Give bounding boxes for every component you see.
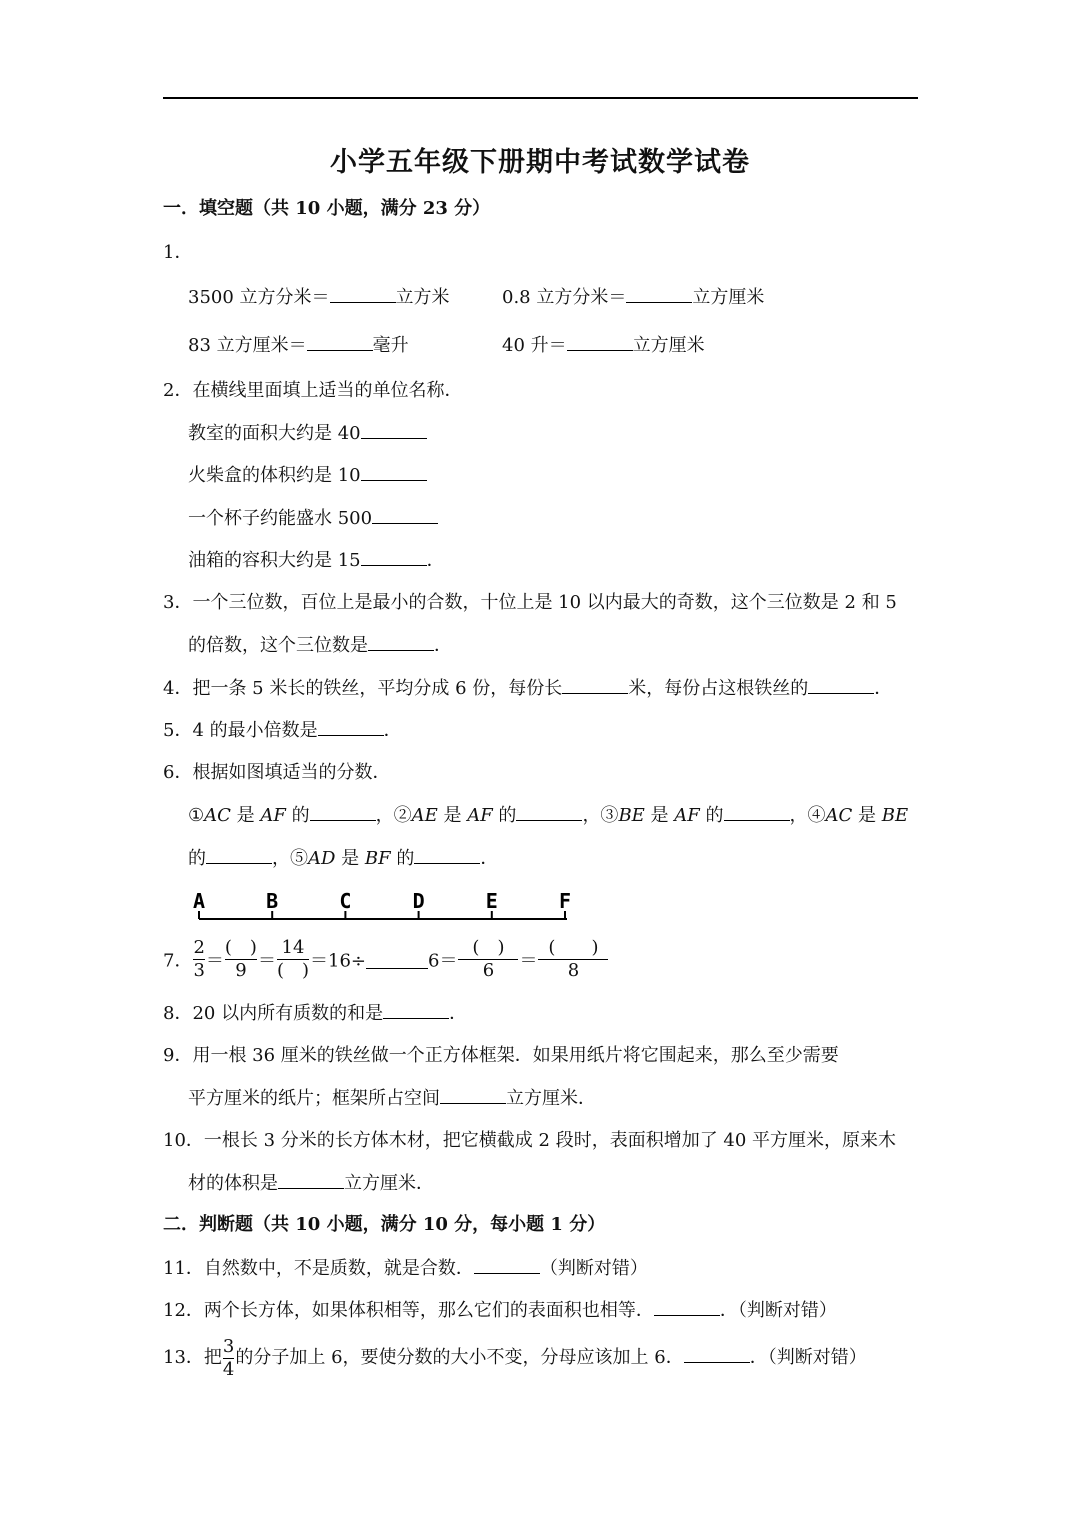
answer-blank[interactable] (366, 950, 428, 969)
fraction: $\frac{( )}{9}$ (224, 937, 257, 981)
fraction: $\frac{( )}{6}$ (458, 938, 518, 981)
point-label: F (558, 889, 572, 913)
q11-text: 11．自然数中，不是质数，就是合数． （判断对错） (163, 1255, 648, 1282)
q12-text: 12．两个长方体，如果体积相等，那么它们的表面积也相等． ．（判断对错） (163, 1297, 837, 1324)
answer-blank[interactable] (383, 1000, 449, 1019)
page-title: 小学五年级下册期中考试数学试卷 (330, 147, 750, 178)
answer-blank[interactable] (278, 1170, 344, 1189)
q13-text: 13．把 $\frac{3}{4}$ 的分子加上 6，要使分数的大小不变，分母应该加上 6． ．（判断对错） (163, 1335, 867, 1380)
section-2-heading: 二．判断题（共 10 小题，满分 10 分，每小题 1 分） (163, 1214, 606, 1235)
section-1-heading: 一．填空题（共 10 小题，满分 23 分） (163, 198, 491, 219)
answer-blank[interactable] (684, 1344, 750, 1363)
q6-line-1: ①AC 是 AF 的 ，②AE 是 AF 的 ，③BE 是 AF 的 ，④AC 是 BE (188, 802, 908, 829)
q1-item-b: 0.8 立方分米＝ 立方厘米 (502, 284, 764, 311)
q1-number: 1． (163, 242, 193, 263)
answer-blank[interactable] (307, 332, 373, 351)
point-label: A (192, 889, 206, 913)
fraction: $\frac{14}{( )}$ (276, 937, 309, 981)
answer-blank[interactable] (361, 462, 427, 481)
answer-blank[interactable] (310, 802, 376, 821)
q10-line-1: 10．一根长 3 分米的长方体木材，把它横截成 2 段时，表面积增加了 40 平方厘米，原来木 (163, 1130, 897, 1151)
answer-blank[interactable] (414, 845, 480, 864)
answer-blank[interactable] (654, 1297, 720, 1316)
answer-blank[interactable] (330, 284, 396, 303)
answer-blank[interactable] (361, 547, 427, 566)
answer-blank[interactable] (516, 802, 582, 821)
q2-line-4: 油箱的容积大约是 15 ． (188, 547, 445, 574)
q9-line-1: 9．用一根 36 厘米的铁丝做一个正方体框架．如果用纸片将它围起来，那么至少需要 (163, 1045, 839, 1066)
answer-blank[interactable] (318, 717, 384, 736)
fraction: $\frac{2}{3}$ (193, 937, 205, 981)
q2-line-1: 教室的面积大约是 40 (188, 420, 427, 447)
header-rule (163, 97, 918, 99)
q6-text: 6．根据如图填适当的分数． (163, 762, 391, 783)
q2-line-2: 火柴盒的体积约是 10 (188, 462, 427, 489)
q1-item-d: 40 升＝ 立方厘米 (502, 332, 705, 359)
q7-equation: 7． $\frac{2}{3}$ ＝ $\frac{( )}{9}$ ＝ $\frac{14}{( )}$ ＝16÷ 6＝ $\frac{( )}{6}$ ＝ $\frac{( )}{8}$ (163, 938, 609, 990)
q2-text: 2．在横线里面填上适当的单位名称． (163, 380, 463, 401)
fraction: $\frac{( )}{8}$ (538, 938, 608, 981)
q1-item-c: 83 立方厘米＝ 毫升 (188, 332, 409, 359)
q5-text: 5．4 的最小倍数是 ． (163, 717, 402, 744)
answer-blank[interactable] (206, 845, 272, 864)
q4-text: 4．把一条 5 米长的铁丝，平均分成 6 份，每份长 米，每份占这根铁丝的 ． (163, 675, 892, 702)
answer-blank[interactable] (724, 802, 790, 821)
point-label: B (266, 889, 279, 913)
point-label: C (339, 889, 352, 913)
q9-line-2: 平方厘米的纸片；框架所占空间 立方厘米． (188, 1085, 596, 1112)
fraction: $\frac{3}{4}$ (222, 1335, 235, 1380)
q3-line-1: 3．一个三位数，百位上是最小的合数，十位上是 10 以内最大的奇数，这个三位数是 2 和 5 (163, 592, 897, 613)
q8-text: 8．20 以内所有质数的和是 ． (163, 1000, 467, 1027)
answer-blank[interactable] (368, 632, 434, 651)
q1-item-a: 3500 立方分米＝ 立方米 (188, 284, 450, 311)
point-label: D (412, 889, 425, 913)
q2-line-3: 一个杯子约能盛水 500 (188, 505, 438, 532)
q3-line-2: 的倍数，这个三位数是 ． (188, 632, 452, 659)
answer-blank[interactable] (562, 675, 628, 694)
q6-segment-figure (185, 884, 580, 926)
answer-blank[interactable] (440, 1085, 506, 1104)
answer-blank[interactable] (626, 284, 692, 303)
answer-blank[interactable] (567, 332, 633, 351)
q6-line-2: 的 ，⑤AD 是 BF 的 ． (188, 845, 498, 872)
answer-blank[interactable] (808, 675, 874, 694)
point-label: E (485, 889, 498, 913)
q10-line-2: 材的体积是 立方厘米． (188, 1170, 434, 1197)
answer-blank[interactable] (474, 1255, 540, 1274)
answer-blank[interactable] (372, 505, 438, 524)
answer-blank[interactable] (361, 420, 427, 439)
